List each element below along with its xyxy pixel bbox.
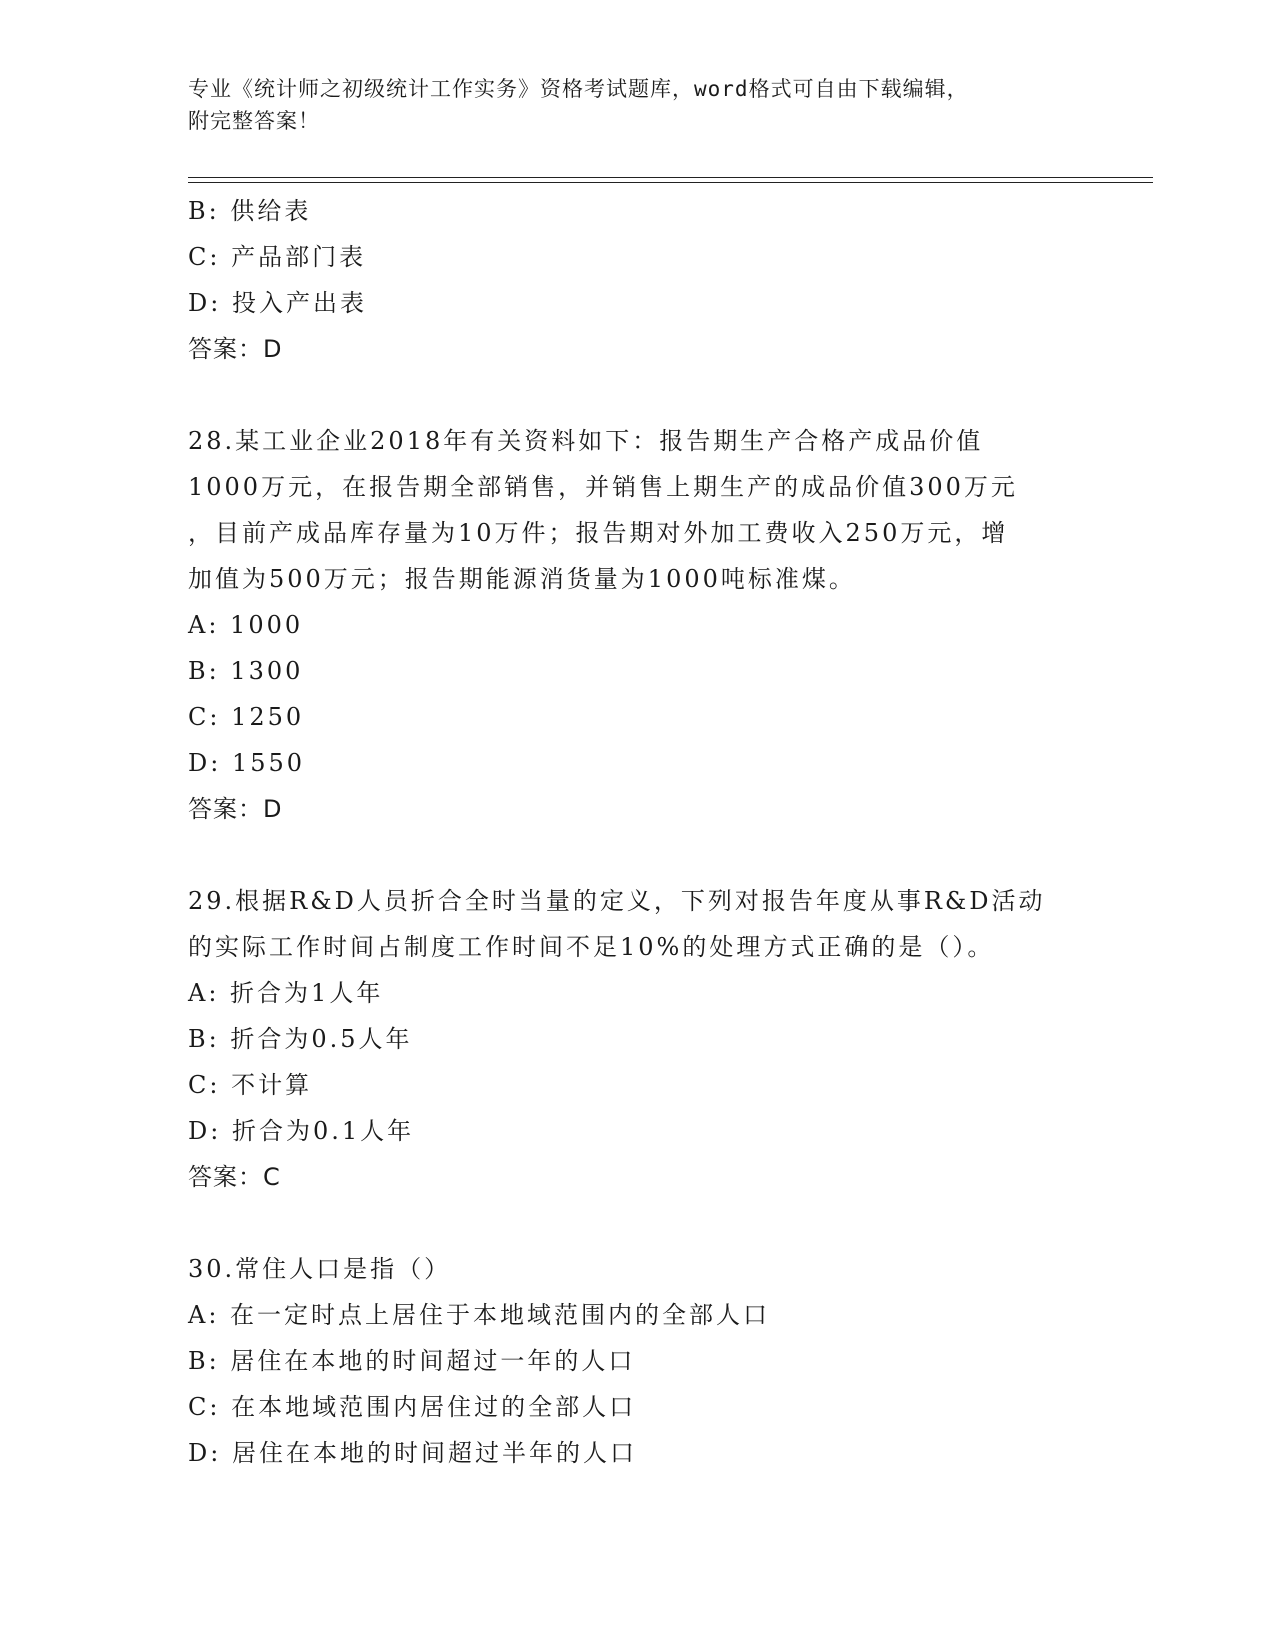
question-stem-line: 28.某工业企业2018年有关资料如下：报告期生产合格产成品价值 [188,427,984,455]
option-c: C: 在本地域范围内居住过的全部人口 [188,1393,637,1421]
question-stem-line: 加值为500万元；报告期能源消货量为1000吨标准煤。 [188,565,856,593]
header-line-1: 专业《统计师之初级统计工作实务》资格考试题库，word格式可自由下载编辑， [188,77,969,101]
option-c: C: 1250 [188,703,305,731]
option-a: A: 折合为1人年 [188,979,384,1007]
question-30 [188,1246,1088,1476]
spacer [188,1200,1088,1246]
option-b: B: 折合为0.5人年 [188,1025,413,1053]
answer-line: 答案：D [188,335,283,363]
question-stem-line: 1000万元，在报告期全部销售，并销售上期生产的成品价值300万元 [188,473,1018,501]
question-stem-line: ，目前产成品库存量为10万件；报告期对外加工费收入250万元，增 [188,519,1009,547]
question-stem-line: 的实际工作时间占制度工作时间不足10%的处理方式正确的是（）。 [188,933,995,961]
option-d: D: 1550 [188,749,306,777]
spacer [188,372,1088,418]
option-d: D: 居住在本地的时间超过半年的人口 [188,1439,637,1467]
answer-line: 答案：C [188,1163,281,1191]
option-c: C: 产品部门表 [188,243,367,271]
document-header [188,73,1068,137]
question-29 [188,878,1088,1200]
question-27-tail [188,188,1088,372]
option-a: A: 1000 [188,611,304,639]
option-b: B: 1300 [188,657,304,685]
question-stem-line: 29.根据R&D人员折合全时当量的定义，下列对报告年度从事R&D活动 [188,887,1046,915]
question-stem-line: 30.常住人口是指（） [188,1255,452,1283]
option-c: C: 不计算 [188,1071,313,1099]
spacer [188,832,1088,878]
answer-line: 答案：D [188,795,283,823]
header-rule-top [188,177,1153,178]
option-a: A: 在一定时点上居住于本地域范围内的全部人口 [188,1301,771,1329]
option-d: D: 折合为0.1人年 [188,1117,415,1145]
option-d: D: 投入产出表 [188,289,367,317]
question-28 [188,418,1088,832]
header-rule-bottom [188,182,1153,183]
question-content [188,188,1088,1476]
option-b: B: 居住在本地的时间超过一年的人口 [188,1347,636,1375]
header-line-2: 附完整答案！ [188,109,320,133]
option-b: B: 供给表 [188,197,312,225]
